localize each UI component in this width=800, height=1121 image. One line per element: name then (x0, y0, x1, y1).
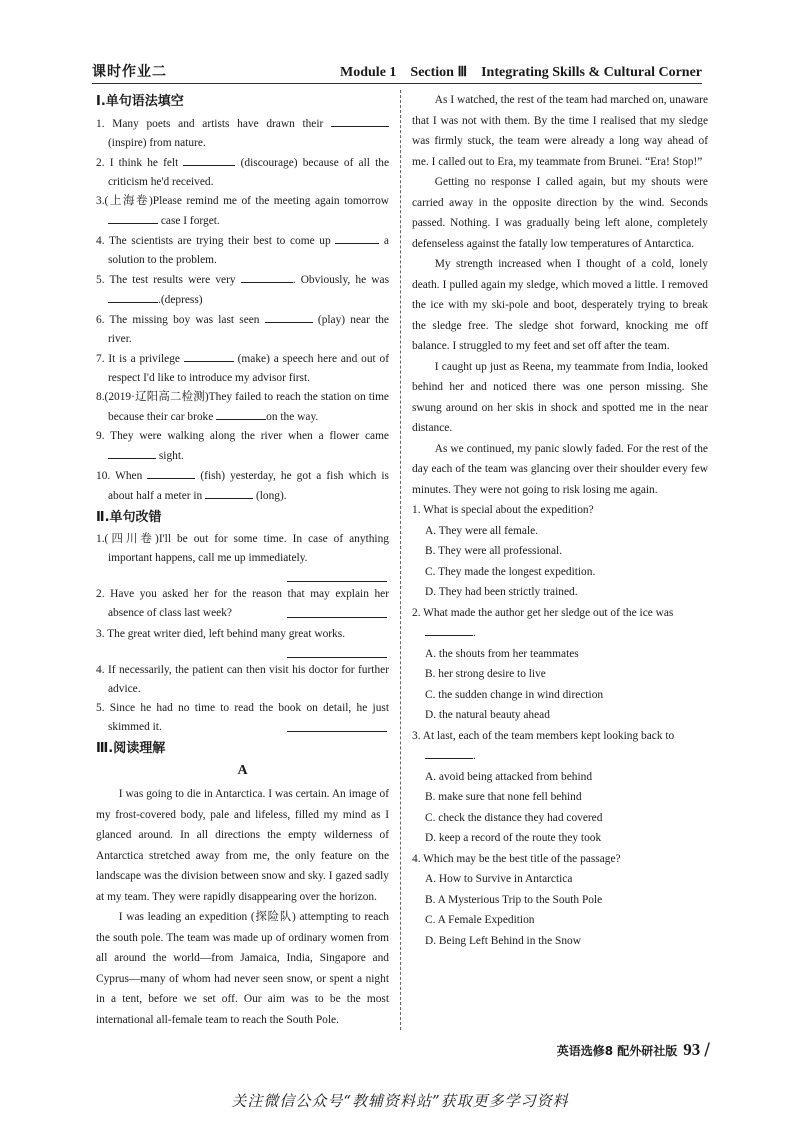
option-c[interactable]: C. the sudden change in wind direction (425, 688, 604, 701)
answer-line[interactable] (96, 644, 389, 661)
bottom-promo-note: 关注微信公众号“教辅资料站”获取更多学习资料 (231, 1092, 569, 1110)
answer-line[interactable] (96, 604, 389, 621)
option-a[interactable]: A. avoid being attacked from behind (425, 770, 593, 783)
option-b[interactable]: B. A Mysterious Trip to the South Pole (425, 893, 603, 906)
answer-blank[interactable] (216, 407, 266, 420)
book-edition-label: 英语选修8 配外研社版 (556, 1044, 678, 1058)
correction-question-3: 3. The great writer died, left behind many great works. (96, 628, 346, 640)
correction-question-5: 5. Since he had no time to read the book on detail, he just skimmed it. (96, 702, 389, 733)
answer-blank[interactable] (183, 153, 235, 166)
passage-paragraph-4: Getting no response I called again, but my shouts were carried away in the opposite direction by the wind. Seconds passed. Nothing. I was gradually being left alone, completely defenseless against the fatally low temperatures of Antarctica. (412, 176, 708, 250)
passage-paragraph-2: I was leading an expedition (探险队) attempting to reach the south pole. The team was made up of ordinary women from all around the world—from Jamaica, India, Singapore and Cyprus—many of whom had never seen snow, or spent a night in a tent, before we set off. Our aim was to be the most international all-female team to reach the South Pole. (96, 911, 389, 1026)
question-2-blank-line: . (412, 623, 708, 644)
passage-label: A (237, 763, 248, 778)
answer-line[interactable] (96, 568, 389, 585)
passage-paragraph-5: My strength increased when I thought of a cold, lonely death. I pulled again my sledge, which moved a little. I removed the ice with my ski-pole and boot, desperately trying to break the sledge free. The sledge shot forward, knocking me off balance. I struggled to my feet and set off after the team. (412, 258, 708, 352)
answer-blank[interactable] (335, 231, 379, 244)
option-d[interactable]: D. They had been strictly trained. (425, 586, 578, 598)
grammar-question-10: 10. When (fish) yesterday, he got a fish which is about half a meter in (long). (96, 466, 389, 506)
header-rule (92, 83, 702, 84)
answer-line[interactable] (96, 718, 389, 735)
option-c[interactable]: C. A Female Expedition (425, 914, 535, 926)
option-b[interactable]: B. They were all professional. (425, 545, 563, 557)
option-b[interactable]: B. make sure that none fell behind (425, 791, 582, 803)
grammar-question-3: 3.(上海卷)Please remind me of the meeting again tomorrow case I forget. (96, 195, 389, 227)
reading-question-1: 1. What is special about the expedition? (412, 504, 594, 516)
answer-blank[interactable] (331, 114, 389, 127)
option-c[interactable]: C. check the distance they had covered (425, 811, 603, 824)
grammar-question-6: 6. The missing boy was last seen (play) near the river. (96, 310, 389, 349)
grammar-question-4: 4. The scientists are trying their best to come up a solution to the problem. (96, 231, 389, 270)
reading-question-4: 4. Which may be the best title of the passage? (412, 852, 621, 865)
left-column (96, 90, 389, 1030)
answer-blank[interactable] (425, 746, 473, 759)
correction-question-2: 2. Have you asked her for the reason that may explain her absence of class last week? (96, 588, 389, 619)
option-a[interactable]: A. They were all female. (425, 524, 539, 537)
page-footer (557, 1040, 710, 1060)
header-title: 课时作业二 (92, 64, 167, 80)
section1-title: Ⅰ.单句语法填空 (96, 94, 184, 109)
option-b[interactable]: B. her strong desire to live (425, 668, 546, 680)
section3-title: Ⅲ.阅读理解 (96, 741, 166, 756)
reading-question-2: 2. What made the author get her sledge out of the ice was (412, 606, 674, 619)
grammar-question-2: 2. I think he felt (discourage) because of all the criticism he'd received. (96, 153, 389, 192)
right-column (412, 90, 708, 951)
passage-paragraph-7: As we continued, my panic slowly faded. For the rest of the day each of the team was glancing over their shoulder every few minutes. They were not going to risk losing me again. (412, 442, 708, 496)
page-number: 93 (683, 1040, 701, 1059)
option-a[interactable]: A. the shouts from her teammates (425, 647, 579, 660)
passage-paragraph-1: I was going to die in Antarctica. I was certain. An image of my frost-covered body, pale and lifeless, filled my mind as I glanced around. In all directions the empty wilderness of Antarctica stretched away from me, the only feature on the landscape was the division between snow and sky. I gazed sadly at my team. They were rapidly disappearing over the horizon. (96, 788, 389, 903)
answer-blank[interactable] (241, 270, 293, 283)
grammar-question-9: 9. They were walking along the river when a flower came sight. (96, 430, 389, 462)
question-3-blank-line: . (412, 746, 708, 767)
grammar-question-7: 7. It is a privilege (make) a speech here and out of respect I'd like to introduce my advisor first. (96, 349, 389, 388)
answer-blank[interactable] (425, 623, 473, 636)
section2-title: Ⅱ.单句改错 (96, 510, 162, 525)
option-d[interactable]: D. keep a record of the route they took (425, 832, 602, 844)
grammar-question-1: 1. Many poets and artists have drawn their (inspire) from nature. (96, 114, 389, 153)
grammar-question-8: 8.(2019·辽阳高二检测)They failed to reach the station on time because their car broke on the way. (96, 391, 389, 423)
option-d[interactable]: D. the natural beauty ahead (425, 709, 550, 721)
answer-blank[interactable] (108, 290, 158, 303)
column-divider (400, 90, 401, 1030)
passage-paragraph-6: I caught up just as Reena, my teammate from India, looked behind her and noticed there was one person missing. She swung around on her skis in shock and spotted me in the near distance. (412, 360, 708, 434)
answer-blank[interactable] (205, 486, 253, 499)
reading-question-3: 3. At last, each of the team members kept looking back to (412, 729, 675, 742)
option-c[interactable]: C. They made the longest expedition. (425, 565, 596, 578)
correction-question-1: 1.(四川卷)I'll be out for some time. In case of anything important happens, call me up immediately. (96, 533, 389, 564)
passage-paragraph-3: As I watched, the rest of the team had marched on, unaware that I was not with them. By the time I realised that my sledge was firmly stuck, the team were already a long way ahead of me. I called out to Era, my teammate from Brunei. “Era! Stop!” (412, 94, 708, 168)
answer-blank[interactable] (108, 446, 156, 459)
footer-slash: / (704, 1040, 710, 1060)
answer-blank[interactable] (184, 349, 234, 362)
answer-blank[interactable] (147, 466, 195, 479)
correction-question-4: 4. If necessarily, the patient can then visit his doctor for further advice. (96, 664, 389, 695)
answer-blank[interactable] (265, 310, 313, 323)
grammar-question-5: 5. The test results were very . Obviously, he was .(depress) (96, 270, 389, 310)
header-module: Module 1 Section Ⅲ Integrating Skills & Cultural Corner (340, 65, 702, 80)
option-d[interactable]: D. Being Left Behind in the Snow (425, 934, 581, 947)
answer-blank[interactable] (108, 211, 158, 224)
option-a[interactable]: A. How to Survive in Antarctica (425, 873, 573, 885)
